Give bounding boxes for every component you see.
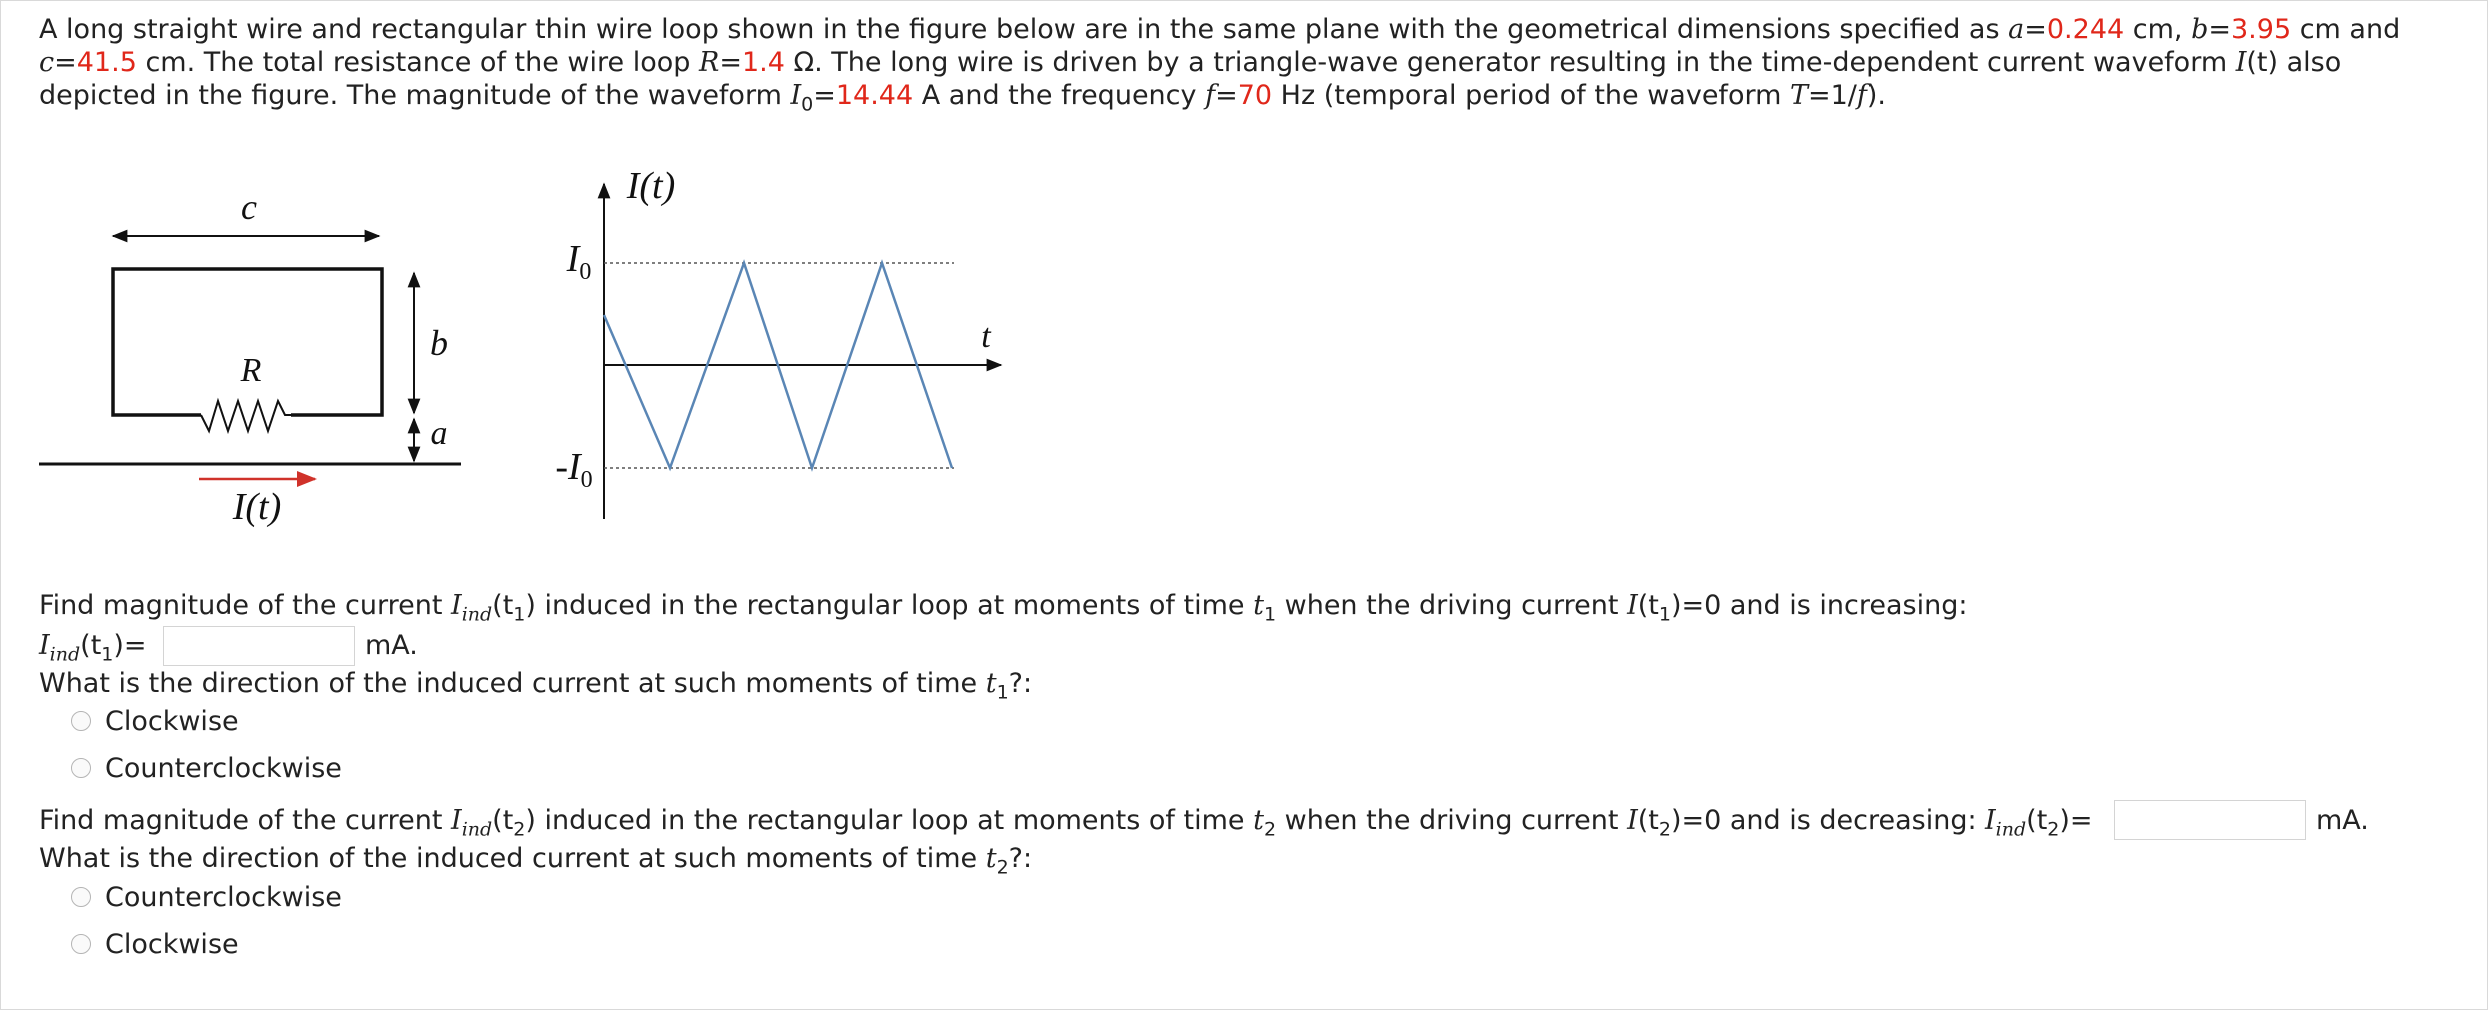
resistor-symbol	[201, 401, 291, 431]
t1-subscript: 1	[1263, 603, 1277, 626]
close-paren: )	[113, 630, 124, 661]
time-argument: (t	[1637, 805, 1659, 836]
close-paren: )	[1670, 805, 1682, 836]
c-label: c	[241, 187, 257, 227]
b-symbol: b	[2191, 14, 2209, 45]
wire-current-label: I(t)	[232, 486, 282, 528]
b-value: 3.95	[2231, 14, 2292, 45]
time-argument: (t	[80, 630, 102, 661]
a-symbol: a	[2008, 14, 2025, 45]
f-value: 70	[1237, 80, 1273, 111]
question-end: ?:	[1008, 843, 1033, 874]
intro-text: A long straight wire and rectangular thin wire loop shown in the figure below are in the same plane with the geometrical dimensions specified as	[39, 14, 2009, 45]
direction-2-question	[39, 842, 1032, 884]
intro-text: cm and	[2291, 14, 2401, 45]
equals: =	[54, 47, 77, 78]
question-2-text	[39, 804, 1977, 846]
time-argument: (t	[1637, 590, 1659, 621]
unit-ma-1: mA.	[365, 630, 418, 661]
intro-text: cm. The total resistance of the wire loop	[136, 47, 699, 78]
induced-current-t2-input[interactable]	[2114, 800, 2306, 840]
induced-current-t1-input[interactable]	[163, 626, 355, 666]
q1-text: =0 and is increasing:	[1681, 590, 1968, 621]
i0-value: 14.44	[835, 80, 914, 111]
direction-1-option-counterclockwise[interactable]	[71, 751, 342, 785]
t2-subscript: 2	[1658, 818, 1671, 841]
intro-text: . The long wire is driven by a triangle-wave generator resulting in the time-dependent current waveform	[814, 47, 2236, 78]
t2-symbol: t	[1253, 805, 1264, 836]
direction-2-option-counterclockwise[interactable]	[71, 880, 342, 914]
graph-y-label: I(t)	[626, 165, 676, 207]
option-label: Clockwise	[105, 928, 239, 960]
intro-text: A and the frequency	[913, 80, 1206, 111]
intro-text: =1/	[1807, 80, 1857, 111]
unit-ma-2: mA.	[2316, 805, 2369, 836]
intro-text: also depicted in the figure. The magnitude of the waveform	[39, 47, 2342, 111]
t2-subscript: 2	[996, 856, 1009, 879]
q1-text: when the driving current	[1276, 590, 1628, 621]
t1-symbol: t	[985, 668, 997, 699]
induced-current-symbol: I	[451, 805, 462, 836]
close-paren: )	[525, 805, 536, 836]
c-value: 41.5	[76, 47, 137, 78]
close-paren: )	[2059, 805, 2070, 836]
induced-current-symbol: I	[1985, 805, 1996, 836]
equals: =	[813, 80, 836, 111]
ind-subscript: ind	[1995, 818, 2027, 841]
t1-subscript: 1	[1658, 603, 1671, 626]
radio-button[interactable]	[71, 934, 91, 954]
t1-subscript: 1	[101, 643, 114, 666]
c-symbol: c	[39, 47, 55, 78]
q1-text: Find magnitude of the current	[39, 590, 452, 621]
ind-subscript: ind	[461, 818, 493, 841]
q1-text: induced in the rectangular loop at moments of time	[535, 590, 1254, 621]
induced-current-symbol: I	[39, 630, 50, 661]
ohm-unit: Ω	[784, 47, 815, 78]
a-label: a	[430, 415, 448, 452]
equals: =	[1215, 80, 1238, 111]
b-label: b	[430, 323, 448, 363]
r-symbol: R	[698, 47, 720, 78]
intro-text: ).	[1866, 80, 1887, 111]
radio-button[interactable]	[71, 711, 91, 731]
radio-button[interactable]	[71, 758, 91, 778]
t1-subscript: 1	[513, 603, 526, 626]
question-end: ?:	[1008, 668, 1033, 699]
intro-text: cm,	[2124, 14, 2192, 45]
equals: =	[2069, 805, 2093, 836]
radio-button[interactable]	[71, 887, 91, 907]
driving-current-symbol: I	[1627, 590, 1638, 621]
q2-text: induced in the rectangular loop at moments of time	[535, 805, 1254, 836]
direction-question-text: What is the direction of the induced current at such moments of time	[39, 668, 986, 699]
time-argument: (t	[492, 590, 514, 621]
direction-2-option-clockwise[interactable]	[71, 927, 239, 961]
t-symbol: T	[1789, 80, 1808, 111]
equals: =	[719, 47, 742, 78]
ind-subscript: ind	[49, 643, 81, 666]
q2-text: =0 and is decreasing:	[1681, 805, 1977, 836]
i0-min-label: $-I_0$	[555, 446, 593, 493]
close-paren: )	[1670, 590, 1682, 621]
t2-subscript: 2	[2047, 818, 2060, 841]
t2-subscript: 2	[1263, 818, 1277, 841]
graph-t-label: t	[981, 318, 991, 355]
option-label: Counterclockwise	[105, 881, 342, 913]
time-argument: (t	[492, 805, 514, 836]
direction-question-text: What is the direction of the induced current at such moments of time	[39, 843, 986, 874]
f-symbol: f	[1856, 80, 1867, 111]
ind-subscript: ind	[461, 603, 493, 626]
figure	[1, 151, 1021, 541]
q2-text: when the driving current	[1276, 805, 1628, 836]
induced-current-symbol: I	[451, 590, 462, 621]
option-label: Counterclockwise	[105, 752, 342, 784]
q2-text: Find magnitude of the current	[39, 805, 452, 836]
i0-subscript: 0	[801, 93, 814, 116]
i0-symbol: I	[790, 80, 802, 111]
answer-2-label	[1985, 804, 2093, 846]
t1-subscript: 1	[996, 681, 1009, 704]
intro-text: Hz (temporal period of the waveform	[1272, 80, 1790, 111]
t2-symbol: t	[985, 843, 997, 874]
current-symbol: I	[2235, 47, 2247, 78]
f-symbol: f	[1205, 80, 1216, 111]
time-argument: (t)	[2246, 47, 2279, 78]
direction-1-option-clockwise[interactable]	[71, 704, 239, 738]
option-label: Clockwise	[105, 705, 239, 737]
t2-subscript: 2	[513, 818, 526, 841]
equals: =	[2208, 14, 2231, 45]
t1-symbol: t	[1253, 590, 1264, 621]
rectangular-loop	[113, 269, 382, 415]
time-argument: (t	[2026, 805, 2048, 836]
answer-1-label	[39, 629, 147, 671]
equals: =	[123, 630, 147, 661]
close-paren: )	[525, 590, 536, 621]
driving-current-symbol: I	[1627, 805, 1638, 836]
r-value: 1.4	[741, 47, 785, 78]
problem-statement	[39, 13, 2459, 121]
equals: =	[2024, 14, 2047, 45]
i0-max-label: $I_0$	[566, 238, 592, 285]
a-value: 0.244	[2046, 14, 2125, 45]
r-label: R	[240, 352, 262, 389]
